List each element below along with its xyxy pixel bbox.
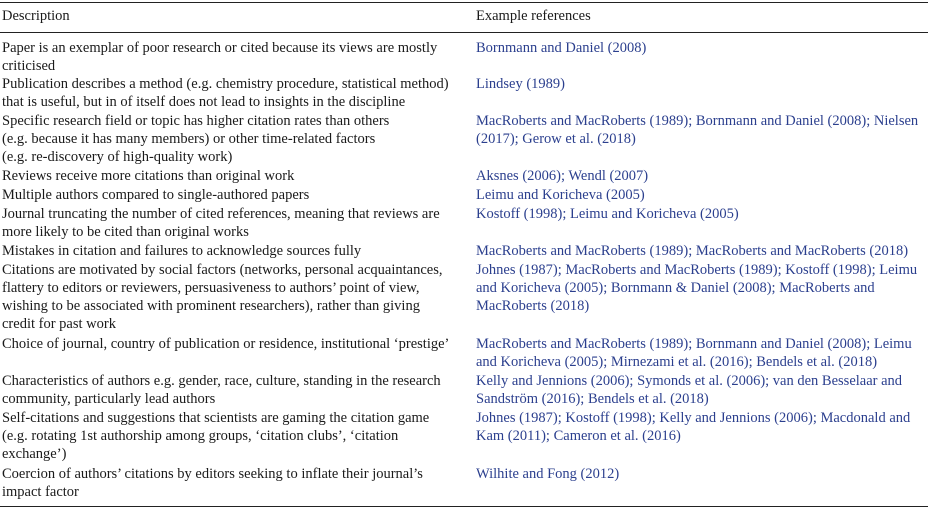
row-8-references[interactable]: Johnes (1987); MacRoberts and MacRoberts (1989); Kostoff (1998); Leimu and Koricheva (2005); Bornmann & Daniel (2008); MacRoberts and MacRoberts (2018) [476, 262, 918, 314]
row-9-description: Choice of journal, country of publication or residence, institutional ‘prestige’ [2, 336, 450, 352]
row-5-description: Multiple authors compared to single-authored papers [2, 187, 310, 203]
row-12-description: Coercion of authors’ citations by editors seeking to inflate their journal’s impact factor [2, 466, 423, 500]
row-7-references[interactable]: MacRoberts and MacRoberts (1989); MacRoberts and MacRoberts (2018) [476, 243, 909, 259]
header-description: Description [2, 8, 70, 24]
row-9-references[interactable]: MacRoberts and MacRoberts (1989); Bornmann and Daniel (2008); Leimu and Koricheva (2005); Mirnezami et al. (2016); Bendels et al. (2018) [476, 336, 912, 370]
row-7-description: Mistakes in citation and failures to acknowledge sources fully [2, 243, 362, 259]
table-header-rule [0, 32, 928, 33]
row-1-description: Paper is an exemplar of poor research or cited because its views are mostly criticised [2, 40, 438, 74]
row-5-references[interactable]: Leimu and Koricheva (2005) [476, 187, 645, 203]
table-bottom-rule [0, 506, 928, 507]
row-1-references[interactable]: Bornmann and Daniel (2008) [476, 40, 647, 56]
row-6-references[interactable]: Kostoff (1998); Leimu and Koricheva (2005) [476, 206, 739, 222]
row-2-references[interactable]: Lindsey (1989) [476, 76, 565, 92]
header-example-references: Example references [476, 8, 591, 24]
row-8-description: Citations are motivated by social factors (networks, personal acquaintances, flattery to editors or reviewers, persuasiveness to authors’ point of view, wishing to be associated with prominent researchers), rather than giving credit for past work [2, 262, 443, 332]
row-10-description: Characteristics of authors e.g. gender, race, culture, standing in the research community, particularly lead authors [2, 373, 441, 407]
row-2-description: Publication describes a method (e.g. chemistry procedure, statistical method) that is useful, but in of itself does not lead to insights in the discipline [2, 76, 449, 110]
row-3-description: Specific research field or topic has higher citation rates than others (e.g. because it has many members) or other time-related factors (e.g. re-discovery of high-quality work) [2, 113, 390, 165]
row-11-description: Self-citations and suggestions that scientists are gaming the citation game (e.g. rotating 1st authorship among groups, ‘citation clubs’, ‘citation exchange’) [2, 410, 430, 462]
row-4-description: Reviews receive more citations than original work [2, 168, 295, 184]
row-10-references[interactable]: Kelly and Jennions (2006); Symonds et al. (2006); van den Besselaar and Sandström (2016); Bendels et al. (2018) [476, 373, 903, 407]
row-3-references[interactable]: MacRoberts and MacRoberts (1989); Bornmann and Daniel (2008); Nielsen (2017); Gerow et al. (2018) [476, 113, 919, 147]
row-6-description: Journal truncating the number of cited references, meaning that reviews are more likely to be cited than original works [2, 206, 440, 240]
row-4-references[interactable]: Aksnes (2006); Wendl (2007) [476, 168, 649, 184]
table-top-rule [0, 2, 928, 3]
row-12-references[interactable]: Wilhite and Fong (2012) [476, 466, 620, 482]
row-11-references[interactable]: Johnes (1987); Kostoff (1998); Kelly and Jennions (2006); Macdonald and Kam (2011); Cameron et al. (2016) [476, 410, 911, 444]
